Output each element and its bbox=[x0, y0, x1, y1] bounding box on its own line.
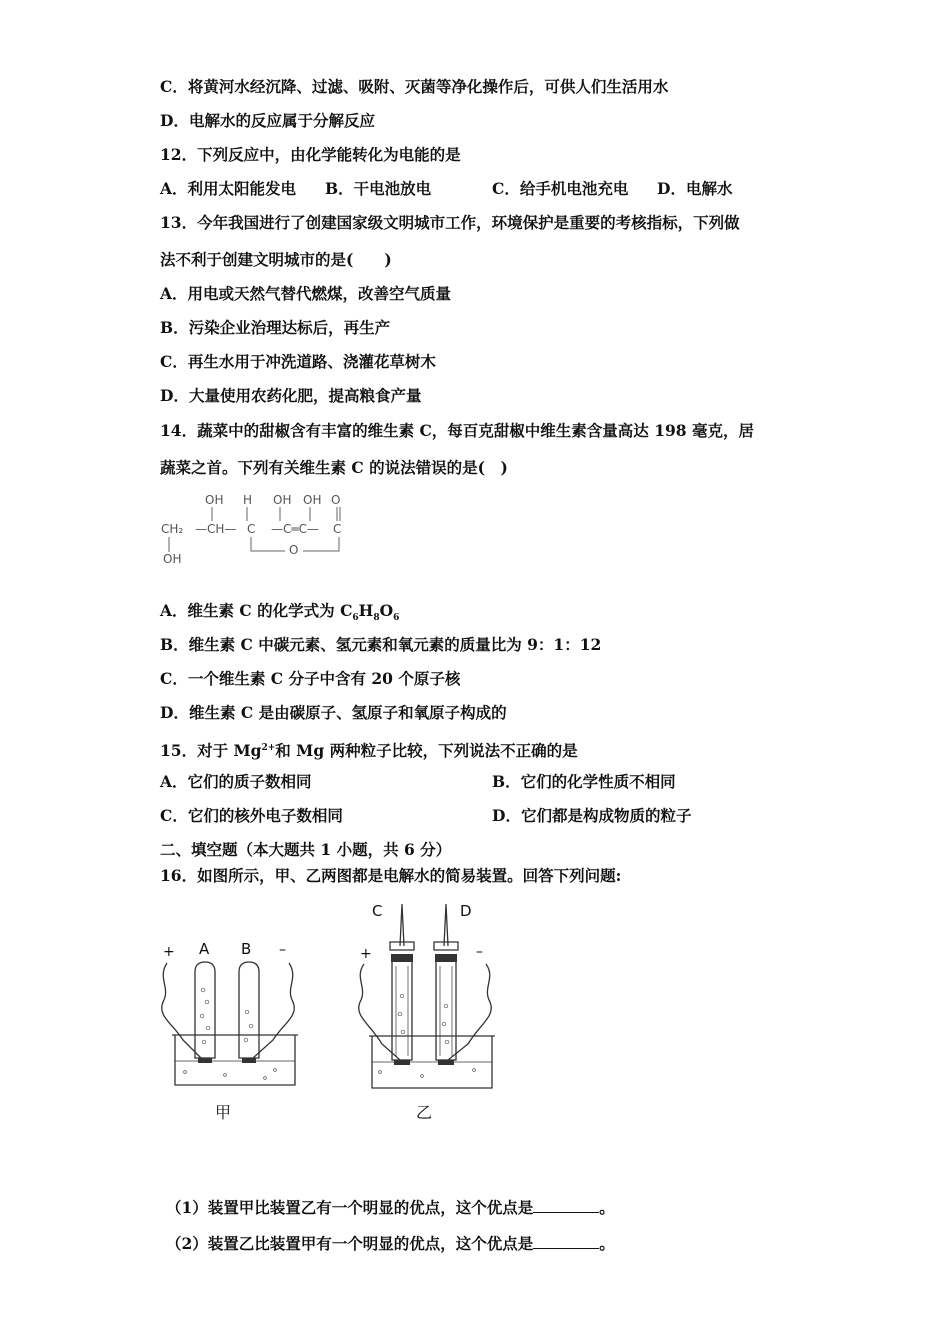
q14-stem-line2: 蔬菜之首。下列有关维生素 C 的说法错误的是( ) bbox=[160, 458, 508, 477]
q13-stem-line1: 13．今年我国进行了创建国家级文明城市工作，环境保护是重要的考核指标，下列做 bbox=[160, 213, 740, 232]
formula-h: H bbox=[358, 601, 374, 620]
q12-option-d: D．电解水 bbox=[657, 179, 733, 198]
struct-label-oh-1: OH bbox=[205, 493, 224, 507]
q13-option-c: C．再生水用于冲洗道路、浇灌花草树木 bbox=[160, 352, 436, 371]
q12-option-b: B．干电池放电 bbox=[325, 179, 432, 198]
q14-option-c: C．一个维生素 C 分子中含有 20 个原子核 bbox=[160, 669, 461, 688]
q12-stem: 12．下列反应中，由化学能转化为电能的是 bbox=[160, 145, 461, 164]
fig-jia-label-a: A bbox=[199, 940, 210, 958]
section-2-title: 二、填空题（本大题共 1 小题，共 6 分） bbox=[160, 840, 452, 859]
formula-o: O bbox=[379, 601, 394, 620]
q14-option-b: B．维生素 C 中碳元素、氢元素和氧元素的质量比为 9：1：12 bbox=[160, 635, 602, 654]
fig-yi-label-d: D bbox=[460, 902, 472, 920]
q16-sub2-text: （2）装置乙比装置甲有一个明显的优点，这个优点是 bbox=[166, 1234, 534, 1253]
struct-c-1: C bbox=[247, 522, 256, 536]
q16-sub1-end: 。 bbox=[599, 1198, 615, 1217]
q12-option-c: C．给手机电池充电 bbox=[492, 179, 629, 198]
struct-label-oh-2: OH bbox=[273, 493, 292, 507]
fig-jia-caption: 甲 bbox=[215, 1103, 232, 1122]
q15-option-c: C．它们的核外电子数相同 bbox=[160, 806, 343, 825]
q11-option-d: D．电解水的反应属于分解反应 bbox=[160, 111, 375, 130]
fig-yi-caption: 乙 bbox=[416, 1103, 433, 1122]
q13-stem-line2: 法不利于创建文明城市的是( ) bbox=[160, 250, 392, 269]
formula-c-count: 6 bbox=[352, 613, 359, 624]
q16-sub2-answer-blank[interactable] bbox=[533, 1234, 599, 1249]
q14-option-a bbox=[160, 601, 399, 628]
fig-yi-label-c: C bbox=[372, 902, 383, 920]
fig-jia-plus: + bbox=[163, 944, 175, 960]
q12-option-a: A．利用太阳能发电 bbox=[160, 179, 297, 198]
q15-option-d: D．它们都是构成物质的粒子 bbox=[492, 806, 692, 825]
fig-jia-minus: – bbox=[279, 942, 286, 958]
struct-ring-o: O bbox=[289, 543, 299, 557]
q15-option-b: B．它们的化学性质不相同 bbox=[492, 772, 676, 791]
q13-option-a: A．用电或天然气替代燃煤，改善空气质量 bbox=[160, 284, 452, 303]
q16-sub1-answer-blank[interactable] bbox=[533, 1198, 599, 1213]
figure-yi bbox=[350, 896, 505, 1131]
fig-jia-label-b: B bbox=[241, 940, 252, 958]
struct-ch2: CH₂ bbox=[161, 522, 184, 536]
q15-charge: 2+ bbox=[261, 743, 276, 753]
formula-o-count: 6 bbox=[393, 613, 400, 624]
q14-option-a-prefix: A．维生素 C 的化学式为 bbox=[160, 601, 341, 620]
struct-ch: —CH— bbox=[195, 522, 237, 536]
vitamin-c-structure bbox=[155, 488, 355, 568]
struct-c-2: C bbox=[333, 522, 342, 536]
q16-stem: 16．如图所示，甲、乙两图都是电解水的简易装置。回答下列问题: bbox=[160, 866, 622, 885]
q16-sub2-end: 。 bbox=[599, 1234, 615, 1253]
q15-stem-prefix: 15．对于 Mg bbox=[160, 741, 262, 761]
q11-option-c: C．将黄河水经沉降、过滤、吸附、灭菌等净化操作后，可供人们生活用水 bbox=[160, 77, 669, 96]
q16-sub1-text: （1）装置甲比装置乙有一个明显的优点，这个优点是 bbox=[166, 1198, 534, 1217]
struct-label-oh-3: OH bbox=[303, 493, 322, 507]
q15-stem bbox=[160, 738, 578, 761]
q15-stem-suffix: 和 Mg 两种粒子比较，下列说法不正确的是 bbox=[275, 741, 578, 761]
fig-yi-minus: – bbox=[476, 944, 483, 960]
q14-stem-line1: 14．蔬菜中的甜椒含有丰富的维生素 C，每百克甜椒中维生素含量高达 198 毫克，居 bbox=[160, 421, 754, 440]
q15-option-a: A．它们的质子数相同 bbox=[160, 772, 312, 791]
struct-label-h: H bbox=[243, 493, 253, 507]
fig-yi-plus: + bbox=[360, 946, 372, 962]
formula-h-count: 8 bbox=[373, 613, 380, 624]
q13-option-d: D．大量使用农药化肥，提高粮食产量 bbox=[160, 386, 422, 405]
q14-option-d: D．维生素 C 是由碳原子、氢原子和氧原子构成的 bbox=[160, 703, 507, 722]
formula-c: C bbox=[340, 601, 353, 620]
q16-sub1 bbox=[166, 1198, 615, 1218]
q16-sub2 bbox=[166, 1234, 615, 1254]
struct-bottom-oh: OH bbox=[163, 552, 182, 566]
figure-jia bbox=[155, 930, 305, 1130]
struct-label-o: O bbox=[331, 493, 341, 507]
struct-c-double: —C═C— bbox=[271, 522, 319, 536]
q13-option-b: B．污染企业治理达标后，再生产 bbox=[160, 318, 391, 337]
